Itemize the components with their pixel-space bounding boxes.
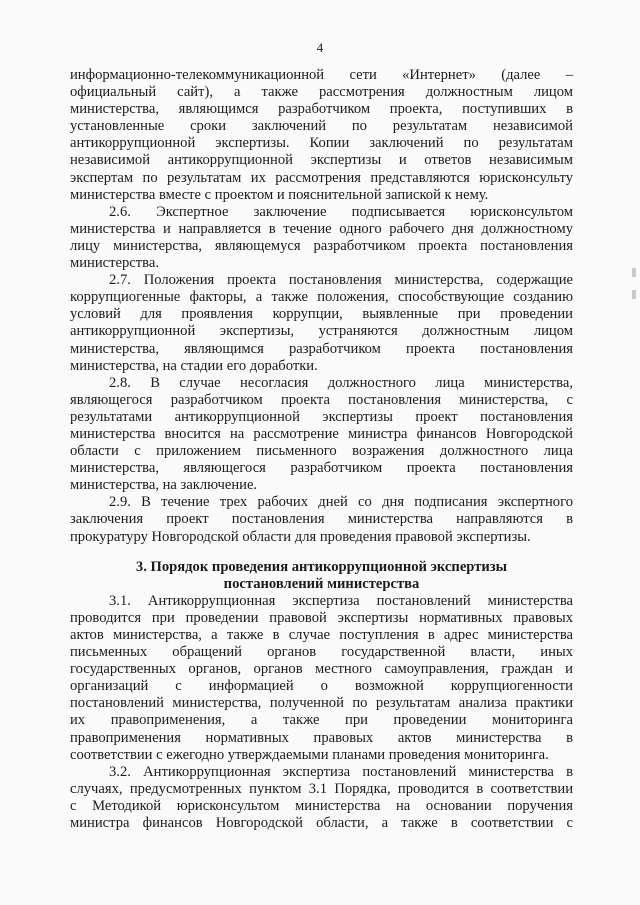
text-line: заключения проект постановления министерства направляются в <box>70 511 573 528</box>
scan-edge-mark <box>632 290 636 299</box>
text-line: официальный сайт), а также рассмотрения должностным лицом <box>70 84 573 101</box>
paragraph-2-8 <box>70 375 573 495</box>
text-line: правоприменения нормативных правовых актов министерства в <box>70 729 573 746</box>
text-line: письменных обращений органов государственной власти, иных <box>70 644 573 661</box>
paragraph-3-1 <box>70 593 573 764</box>
paragraph-continuation <box>70 67 573 204</box>
text-line: министра финансов Новгородской области, а также в соответствии с <box>70 815 573 832</box>
text-line: министерства вносится на рассмотрение министра финансов Новгородской <box>70 425 573 442</box>
text-line: министерства вместе с проектом и пояснительной запиской к нему. <box>70 186 489 203</box>
text-line: независимой антикоррупционной экспертизы и ответов независимым <box>70 152 573 169</box>
text-line: их правоприменения, а также при проведении мониторинга <box>70 712 573 729</box>
text-line: с Методикой юрисконсультом министерства на основании поручения <box>70 797 573 814</box>
text-line: коррупциогенные факторы, а также положения, способствующие созданию <box>70 289 573 306</box>
text-line: постановлений министерства, полученной по результатам анализа практики <box>70 695 573 712</box>
text-line: установленные сроки заключений по результатам независимой <box>70 118 573 135</box>
text-line: результатами антикоррупционной экспертизы проект постановления <box>70 408 573 425</box>
text-line: 2.6. Экспертное заключение подписывается юрисконсультом <box>109 203 573 220</box>
text-line: 2.9. В течение трех рабочих дней со дня подписания экспертного <box>109 494 573 511</box>
text-line: министерства, являющимся разработчиком проекта, поступивших в <box>70 101 573 118</box>
text-line: министерства, являющимся разработчиком проекта постановления <box>70 340 573 357</box>
text-line: экспертам по результатам их рассмотрения представляются юрисконсульту <box>70 169 573 186</box>
paragraph-2-9 <box>70 494 573 545</box>
section-3-paragraphs <box>70 593 573 832</box>
text-line: лицу министерства, являющемуся разработчиком проекта постановления <box>70 237 573 254</box>
text-line: министерства, на стадии его доработки. <box>70 357 318 374</box>
text-line: министерства, являющегося разработчиком проекта постановления <box>70 460 573 477</box>
paragraph-3-2 <box>70 764 573 832</box>
section-heading-line: 3. Порядок проведения антикоррупционной экспертизы <box>135 558 508 575</box>
text-line: министерства. <box>70 255 159 272</box>
text-line: актов министерства, а также в случае поступления в адрес министерства <box>70 627 573 643</box>
section-heading-line: постановлений министерства <box>223 575 420 592</box>
text-line: условий для проявления коррупции, выявленные при проведении <box>70 306 573 323</box>
section-3-heading <box>70 559 573 593</box>
text-line: 3.1. Антикоррупционная экспертиза постановлений министерства <box>109 592 573 609</box>
scan-edge-mark <box>632 268 636 277</box>
section-2-paragraphs <box>70 67 573 546</box>
document-body <box>70 67 573 832</box>
text-line: антикоррупционной экспертизы, устраняются должностным лицом <box>70 323 573 340</box>
text-line: проводится при проведении правовой экспертизы нормативных правовых <box>70 609 573 626</box>
text-line: 3.2. Антикоррупционная экспертиза постановлений министерства в <box>109 763 573 780</box>
paragraph-2-7 <box>70 272 573 375</box>
text-line: 2.8. В случае несогласия должностного лица министерства, <box>109 374 573 391</box>
text-line: соответствии с ежегодно утверждаемыми планами проведения мониторинга. <box>70 746 549 763</box>
text-line: прокуратуру Новгородской области для проведения правовой экспертизы. <box>70 528 531 545</box>
paragraph-2-6 <box>70 204 573 272</box>
text-line: министерства, на заключение. <box>70 477 258 494</box>
text-line: являющегося разработчиком проекта постановления министерства, с <box>70 391 573 408</box>
text-line: области с приложением письменного возражения должностного лица <box>70 443 573 460</box>
text-line: организаций с информацией о возможной коррупциогенности <box>70 678 573 695</box>
text-line: антикоррупционной экспертизы. Копии заключений по результатам <box>70 135 573 152</box>
text-line: министерства и направляется в течение одного рабочего дня должностному <box>70 220 573 237</box>
page-number: 4 <box>316 40 324 55</box>
text-line: случаях, предусмотренных пунктом 3.1 Порядка, проводится в соответствии <box>70 780 573 797</box>
text-line: 2.7. Положения проекта постановления министерства, содержащие <box>109 272 573 289</box>
text-line: государственных органов, органов местного самоуправления, граждан и <box>70 661 573 678</box>
text-line: информационно-телекоммуникационной сети «Интернет» (далее – <box>70 67 573 83</box>
